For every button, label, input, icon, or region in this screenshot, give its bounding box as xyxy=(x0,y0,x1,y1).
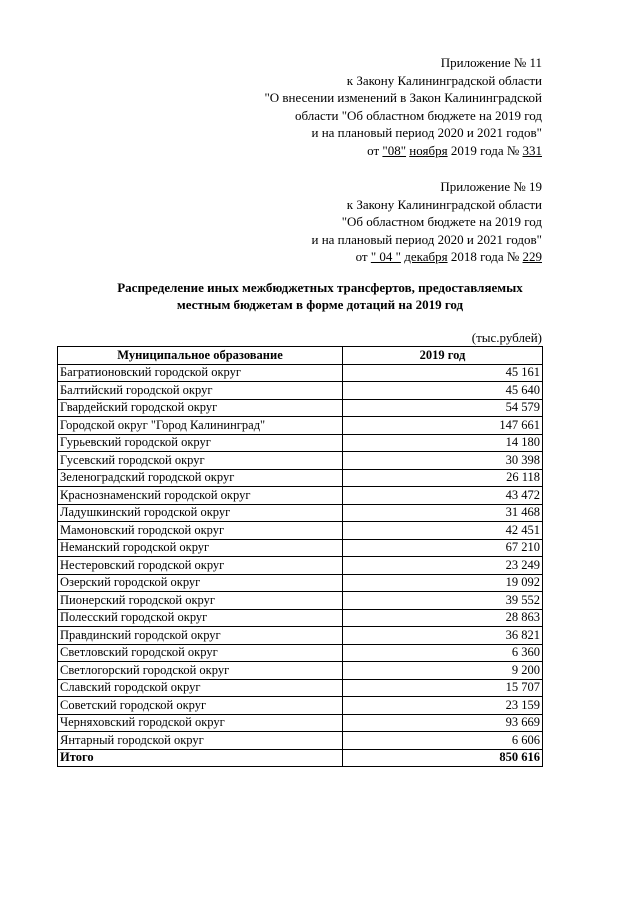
table-row xyxy=(58,644,543,662)
amount-value: 39 552 xyxy=(343,592,543,610)
amount-value: 45 640 xyxy=(343,382,543,400)
amount-value: 67 210 xyxy=(343,539,543,557)
table-row xyxy=(58,452,543,470)
municipality-name: Багратионовский городской округ xyxy=(58,364,343,382)
appendix-19-date-line: от " 04 " декабря 2018 года № 229 xyxy=(355,249,542,264)
appendix-19-day: " 04 " xyxy=(370,249,401,264)
municipality-name: Гурьевский городской округ xyxy=(58,434,343,452)
total-value: 850 616 xyxy=(343,749,543,767)
municipality-name: Светловский городской округ xyxy=(58,644,343,662)
amount-value: 43 472 xyxy=(343,487,543,505)
table-row xyxy=(58,469,543,487)
table-body xyxy=(58,364,543,767)
table-row xyxy=(58,714,543,732)
table-row xyxy=(58,609,543,627)
appendix-11-law-name-3: и на плановый период 2020 и 2021 годов" xyxy=(311,125,542,140)
document-title-line-2: местным бюджетам в форме дотаций на 2019 год xyxy=(176,297,464,312)
appendix-19-month: декабря xyxy=(404,249,448,264)
appendix-11-law-name-2: области "Об областном бюджете на 2019 год xyxy=(295,107,542,123)
table-row xyxy=(58,487,543,505)
municipality-name: Светлогорский городской округ xyxy=(58,662,343,680)
municipality-name: Черняховский городской округ xyxy=(58,714,343,732)
appendix-19-law-name-1: "Об областном бюджете на 2019 год xyxy=(341,214,542,229)
amount-value: 23 159 xyxy=(343,697,543,715)
amount-value: 93 669 xyxy=(343,714,543,732)
amount-value: 28 863 xyxy=(343,609,543,627)
transfers-table xyxy=(57,346,543,767)
table-row xyxy=(58,627,543,645)
municipality-name: Зеленоградский городской округ xyxy=(58,469,343,487)
municipality-name: Янтарный городской округ xyxy=(58,732,343,750)
units-label: (тыс.рублей) xyxy=(471,330,542,345)
amount-value: 147 661 xyxy=(343,417,543,435)
amount-value: 42 451 xyxy=(343,522,543,540)
amount-value: 45 161 xyxy=(343,364,543,382)
table-row xyxy=(58,434,543,452)
table-header-row xyxy=(58,347,543,365)
document-title xyxy=(60,279,580,313)
table-row xyxy=(58,662,543,680)
amount-value: 14 180 xyxy=(343,434,543,452)
amount-value: 9 200 xyxy=(343,662,543,680)
municipality-name: Пионерский городской округ xyxy=(58,592,343,610)
appendix-11-month: ноября xyxy=(409,142,448,158)
table-row xyxy=(58,522,543,540)
municipality-name: Ладушкинский городской округ xyxy=(58,504,343,522)
column-header-year: 2019 год xyxy=(343,347,543,365)
municipality-name: Полесский городской округ xyxy=(58,609,343,627)
amount-value: 31 468 xyxy=(343,504,543,522)
appendix-19-header xyxy=(311,178,542,266)
table-row xyxy=(58,504,543,522)
amount-value: 26 118 xyxy=(343,469,543,487)
table-row xyxy=(58,417,543,435)
appendix-19-law-name-2: и на плановый период 2020 и 2021 годов" xyxy=(311,231,542,247)
municipality-name: Краснознаменский городской округ xyxy=(58,487,343,505)
column-header-municipality: Муниципальное образование xyxy=(58,347,343,365)
document-title-line-1: Распределение иных межбюджетных трансфертов, предоставляемых xyxy=(117,280,523,295)
appendix-11-law-name-1: "О внесении изменений в Закон Калининградской xyxy=(264,90,542,105)
table-row xyxy=(58,557,543,575)
table-row xyxy=(58,539,543,557)
table-row xyxy=(58,574,543,592)
municipality-name: Правдинский городской округ xyxy=(58,627,343,645)
total-row xyxy=(58,749,543,767)
municipality-name: Гвардейский городской округ xyxy=(58,399,343,417)
appendix-11-number: 331 xyxy=(522,142,542,158)
municipality-name: Городской округ "Город Калининград" xyxy=(58,417,343,435)
appendix-19-law-ref: к Закону Калининградской области xyxy=(346,196,542,212)
municipality-name: Советский городской округ xyxy=(58,697,343,715)
municipality-name: Нестеровский городской округ xyxy=(58,557,343,575)
amount-value: 23 249 xyxy=(343,557,543,575)
municipality-name: Озерский городской округ xyxy=(58,574,343,592)
amount-value: 36 821 xyxy=(343,627,543,645)
total-label: Итого xyxy=(58,749,343,767)
amount-value: 6 606 xyxy=(343,732,543,750)
appendix-11-day: "08" xyxy=(382,142,407,158)
table-row xyxy=(58,732,543,750)
appendix-11-title: Приложение № 11 xyxy=(440,55,542,70)
municipality-name: Неманский городской округ xyxy=(58,539,343,557)
table-row xyxy=(58,399,543,417)
table-row xyxy=(58,592,543,610)
amount-value: 19 092 xyxy=(343,574,543,592)
appendix-19-number: 229 xyxy=(522,249,542,264)
amount-value: 15 707 xyxy=(343,679,543,697)
appendix-19-title: Приложение № 19 xyxy=(440,179,542,194)
appendix-11-law-ref: к Закону Калининградской области xyxy=(346,72,542,88)
table-row xyxy=(58,679,543,697)
municipality-name: Балтийский городской округ xyxy=(58,382,343,400)
amount-value: 30 398 xyxy=(343,452,543,470)
municipality-name: Славский городской округ xyxy=(58,679,343,697)
table-row xyxy=(58,382,543,400)
table-row xyxy=(58,697,543,715)
municipality-name: Гусевский городской округ xyxy=(58,452,343,470)
amount-value: 54 579 xyxy=(343,399,543,417)
amount-value: 6 360 xyxy=(343,644,543,662)
table-row xyxy=(58,364,543,382)
municipality-name: Мамоновский городской округ xyxy=(58,522,343,540)
appendix-11-header xyxy=(264,54,542,159)
appendix-11-date-line: от "08" ноября 2019 года № 331 xyxy=(367,142,542,158)
